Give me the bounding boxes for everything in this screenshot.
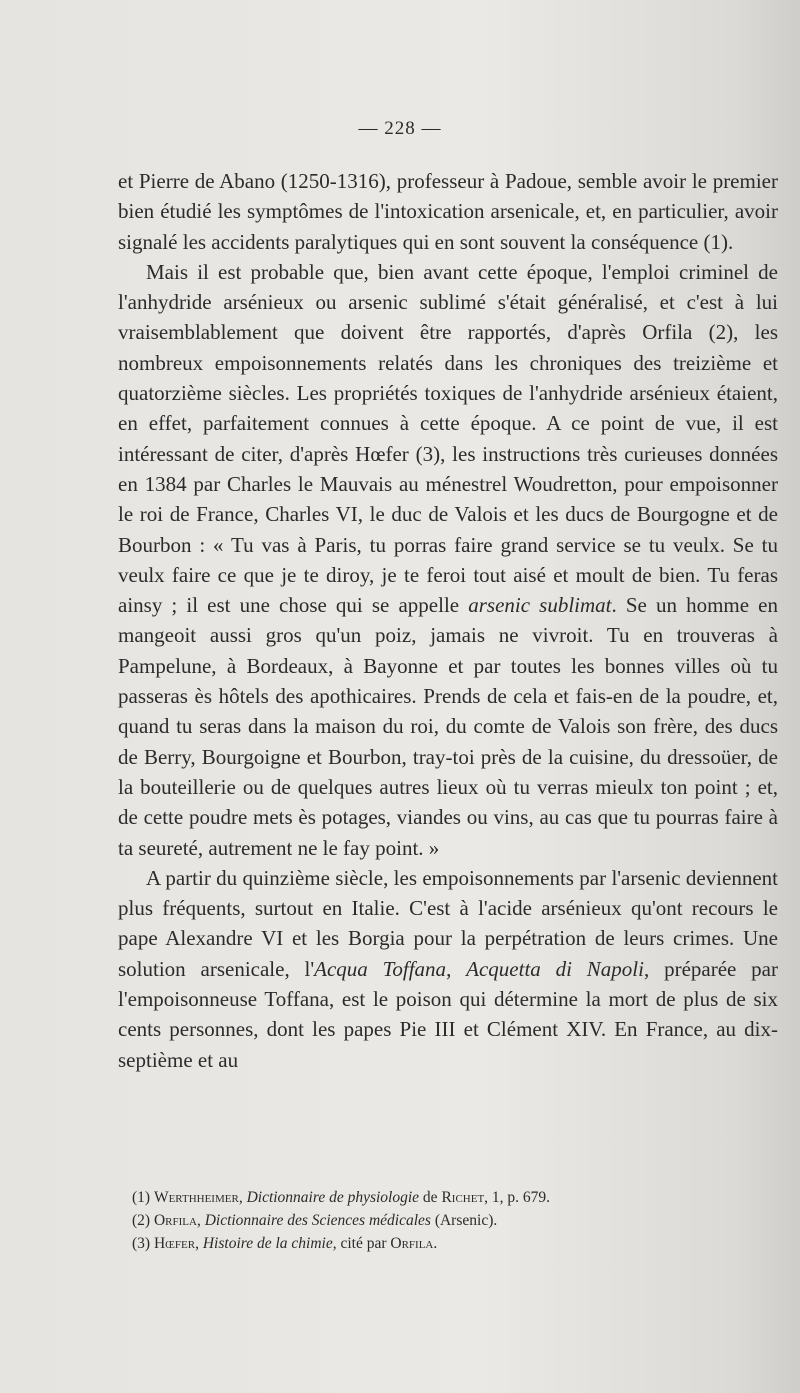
footnote xyxy=(132,1186,752,1209)
footnotes xyxy=(132,1186,752,1255)
italic-text: Acqua Toffana xyxy=(314,956,447,981)
text-run: , 1, p. 679. xyxy=(484,1189,551,1206)
paragraph xyxy=(118,257,778,863)
text-run: . xyxy=(433,1235,438,1252)
italic-text: Histoire de la chimie xyxy=(202,1235,333,1252)
footnote xyxy=(132,1232,752,1255)
paragraph xyxy=(118,863,778,1075)
text-run: A partir du quinzième siècle, les empoisonnements par l'arsenic deviennent plus fréquents, surtout en Italie. C'est à l'acide arsénieux qu'ont recours le pape Alexandre VI et les Borgia pour la perpétration de leurs crimes. Une solution arsenicale, l' xyxy=(118,865,778,981)
text-run: , xyxy=(238,1189,247,1206)
text-run: . Se un homme en mangeoit aussi gros qu'un poiz, jamais ne vivroit. Tu en trouveras à Pampelune, à Bordeaux, à Bayonne et par toutes les bonnes villes où tu passeras ès hôtels des apothicaires. Prends de cela et fais-en de la poudre, et, quand tu seras dans la maison du roi, du comte de Valois son frère, des ducs de Berry, Bourgoigne et Bourbon, tray-toi près de la cuisine, du dressoüer, de la bouteillerie ou de quelques autres lieux où tu verras mieulx ton point ; et, de cette poudre mets ès potages, viandes ou vins, au cas que tu pourras faire à ta seureté, autrement ne le fay point. » xyxy=(118,593,778,860)
footnote xyxy=(132,1209,752,1232)
text-run: , xyxy=(195,1235,203,1252)
text-run: , cité par xyxy=(332,1235,391,1252)
text-run: , xyxy=(196,1212,205,1229)
author-name: Richet xyxy=(441,1189,485,1206)
text-run: (2) xyxy=(132,1212,154,1229)
author-name: Hœfer xyxy=(153,1235,196,1252)
text-run: , xyxy=(446,956,467,981)
author-name: Werthheimer xyxy=(153,1189,239,1206)
paragraph xyxy=(118,166,778,257)
text-run: de xyxy=(419,1189,442,1206)
italic-text: Dictionnaire de physiologie xyxy=(246,1189,420,1206)
text-run: , préparée par l'empoisonneuse Toffana, est le poison qui détermine la mort de plus de six cents personnes, dont les papes Pie III et Clément XIV. En France, au dix-septième et au xyxy=(118,956,778,1072)
text-run: (Arsenic). xyxy=(430,1212,498,1229)
text-run: et Pierre de Abano (1250-1316), professeur à Padoue, semble avoir le premier bien étudié les symptômes de l'intoxication arsenicale, et, en particulier, avoir signalé les accidents paralytiques qui en sont souvent la conséquence (1). xyxy=(118,169,778,254)
text-run: (1) xyxy=(132,1189,154,1206)
italic-text: Acquetta di Napoli xyxy=(466,956,644,981)
text-run: (3) xyxy=(132,1235,154,1252)
italic-text: Dictionnaire des Sciences médicales xyxy=(204,1212,431,1229)
italic-text: arsenic sublimat xyxy=(468,593,612,618)
text-run: Mais il est probable que, bien avant cette époque, l'emploi criminel de l'anhydride arsénieux ou arsenic sublimé s'était généralisé, et c'est à lui vraisemblablement que doivent être rapportés, d'après Orfila (2), les nombreux empoisonnements relatés dans les chroniques des treizième et quatorzième siècles. Les propriétés toxiques de l'anhydride arsénieux étaient, en effet, parfaitement connues à cette époque. A ce point de vue, il est intéressant de citer, d'après Hœfer (3), les instructions très curieuses données en 1384 par Charles le Mauvais au ménestrel Woudretton, pour empoisonner le roi de France, Charles VI, le duc de Valois et les ducs de Bourgogne et de Bourbon : « Tu vas à Paris, tu porras faire grand service se tu veulx. Se tu veulx faire ce que je te diroy, je te feroi tout aisé et moult de bien. Tu feras ainsy ; il est une chose qui se appelle xyxy=(118,259,778,618)
author-name: Orfila xyxy=(390,1235,434,1252)
page-number: — 228 — xyxy=(358,118,442,139)
author-name: Orfila xyxy=(153,1212,197,1229)
body-text xyxy=(118,166,778,1075)
